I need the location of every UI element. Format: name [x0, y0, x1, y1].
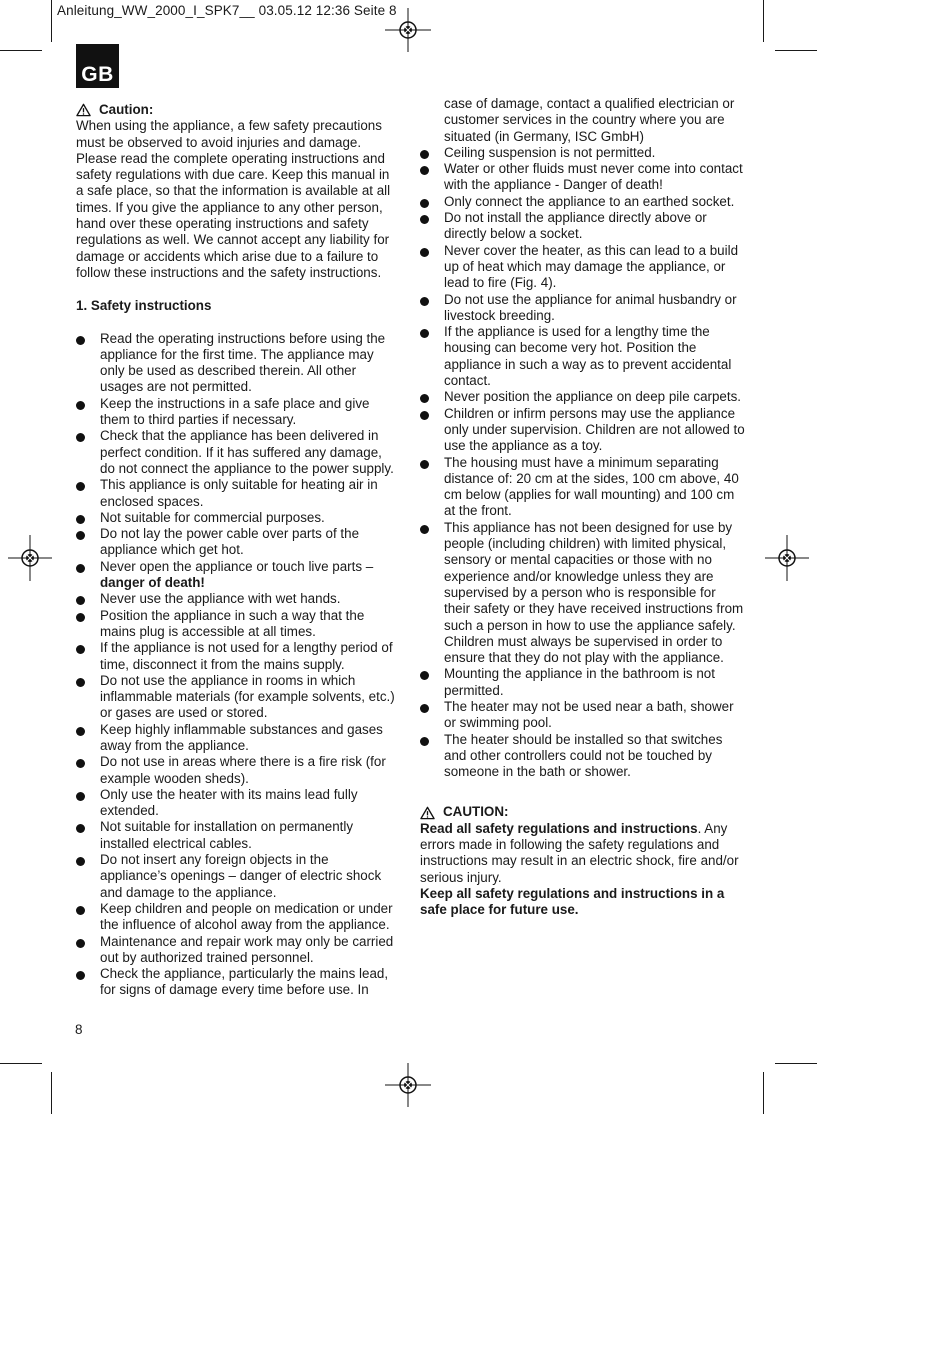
- bullet-dot-icon: [76, 401, 85, 410]
- caution-title: CAUTION:: [443, 804, 509, 820]
- list-item: [76, 526, 396, 559]
- list-item-text: The heater should be installed so that switches and other controllers could not be touched by someone in the bath or shower.: [444, 731, 723, 780]
- list-item: [76, 819, 396, 852]
- bullet-dot-icon: [420, 166, 429, 175]
- list-item: [420, 699, 745, 732]
- bullet-dot-icon: [76, 759, 85, 768]
- left-column: [76, 102, 396, 999]
- bullet-dot-icon: [420, 248, 429, 257]
- bullet-dot-icon: [76, 613, 85, 622]
- keep-instructions-text: Keep all safety regulations and instructions in a safe place for future use.: [420, 885, 725, 918]
- caution-title: Caution:: [99, 102, 154, 117]
- list-item-text: Not suitable for installation on permanently installed electrical cables.: [100, 819, 354, 851]
- bullet-dot-icon: [420, 737, 429, 746]
- list-item-text: Check the appliance, particularly the mains lead, for signs of damage every time before use. In: [100, 966, 389, 998]
- list-item: [76, 934, 396, 967]
- bullet-dot-icon: [420, 671, 429, 680]
- list-item-text: Children or infirm persons may use the appliance only under supervision. Children are not allowed to use the appliance as a toy.: [444, 405, 745, 454]
- list-item-text: Ceiling suspension is not permitted.: [444, 144, 656, 160]
- bullet-dot-icon: [76, 596, 85, 605]
- list-item-text: If the appliance is not used for a lengthy period of time, disconnect it from the mains supply.: [100, 640, 393, 672]
- list-item-text: If the appliance is used for a lengthy time the housing can become very hot. Position the appliance in such a way as to prevent accidental contact.: [444, 324, 732, 389]
- list-item-text: This appliance is only suitable for heating air in enclosed spaces.: [100, 477, 378, 509]
- list-item-text: Only connect the appliance to an earthed socket.: [444, 193, 735, 209]
- warning-triangle-icon: [76, 103, 91, 117]
- list-item-text: Not suitable for commercial purposes.: [100, 509, 325, 525]
- list-item-text: Keep children and people on medication or under the influence of alcohol away from the appliance.: [100, 900, 393, 933]
- continuation-text: case of damage, contact a qualified electrician or customer services in the country where you are situated (in Germany, ISC GmbH): [444, 96, 735, 144]
- bullet-dot-icon: [76, 564, 85, 573]
- registration-mark-icon: [765, 535, 809, 581]
- list-item-text: Mounting the appliance in the bathroom is not permitted.: [444, 666, 715, 698]
- list-item: [76, 673, 396, 722]
- list-item-text: Never open the appliance or touch live parts –: [100, 558, 374, 574]
- safety-list: [76, 331, 396, 999]
- list-item-text: Check that the appliance has been delivered in perfect condition. If it has suffered any damage, do not connect the appliance to the power supply.: [100, 428, 394, 476]
- crop-mark: [0, 1063, 42, 1064]
- bullet-dot-icon: [76, 939, 85, 948]
- bullet-dot-icon: [420, 525, 429, 534]
- list-item: [76, 852, 396, 901]
- list-item-text: The housing must have a minimum separating distance of: 20 cm at the sides, 100 cm above, 40 cm below (applies for wall mounting) and 100 cm at the front.: [444, 454, 739, 519]
- caution-paragraph: [420, 821, 745, 886]
- bullet-dot-icon: [76, 645, 85, 654]
- caution-text: When using the appliance, a few safety precautions must be observed to avoid injuries and damage. Please read the complete operating instructions and safety regulations with due care. Keep this manual in a safe place, so that the information is available at all times. If you give the appliance to any other person, hand over these operating instructions and safety regulations as well. We cannot accept any liability for damage or accidents which arise due to a failure to follow these instructions and the safety instructions.: [76, 118, 391, 280]
- list-item-text: Position the appliance in such a way that the mains plug is accessible at all times.: [100, 607, 365, 639]
- list-item: [420, 389, 745, 405]
- right-column: [420, 96, 745, 919]
- crop-mark: [763, 0, 764, 42]
- list-item-bold-text: danger of death!: [100, 575, 205, 591]
- list-item: [420, 292, 745, 325]
- bullet-dot-icon: [76, 857, 85, 866]
- list-item-text: Do not lay the power cable over parts of the appliance which get hot.: [100, 526, 360, 558]
- bullet-dot-icon: [76, 515, 85, 524]
- bullet-dot-icon: [76, 792, 85, 801]
- bullet-dot-icon: [420, 215, 429, 224]
- caution-heading: [420, 804, 745, 820]
- list-item: [420, 324, 745, 389]
- registration-mark-icon: [385, 1063, 431, 1107]
- bullet-dot-icon: [76, 971, 85, 980]
- list-item: [76, 396, 396, 429]
- section-title: 1. Safety instructions: [76, 298, 212, 314]
- list-item: [76, 722, 396, 755]
- list-item-text: Never cover the heater, as this can lead to a build up of heat which may damage the appliance, or lead to fire (Fig. 4).: [444, 242, 739, 291]
- list-item-text: Water or other fluids must never come into contact with the appliance - Danger of death!: [444, 161, 743, 193]
- list-item: [76, 477, 396, 510]
- list-item: [420, 161, 745, 194]
- caution-bold-text: Read all safety regulations and instructions: [420, 820, 698, 836]
- bullet-dot-icon: [420, 297, 429, 306]
- bullet-dot-icon: [76, 824, 85, 833]
- list-item: [420, 243, 745, 292]
- list-item-text: Do not install the appliance directly above or directly below a socket.: [444, 210, 707, 242]
- list-item: [76, 640, 396, 673]
- list-item: [76, 901, 396, 934]
- bullet-dot-icon: [76, 531, 85, 540]
- list-item-text: This appliance has not been designed for use by people (including children) with limited physical, sensory or mental capacities or those with no experience and/or knowledge unless they are supervised by a person who is responsible for their safety or they have received instructions from such a person in how to use the appliance safely. Children must always be supervised in order to ensure that they do not play with the appliance.: [444, 519, 744, 666]
- crop-mark: [763, 1072, 764, 1114]
- list-item-text: Do not use the appliance for animal husbandry or livestock breeding.: [444, 291, 737, 323]
- list-item: [420, 210, 745, 243]
- list-item-text: Read the operating instructions before using the appliance for the first time. The appliance may only be used as described therein. All other usages are not permitted.: [100, 330, 386, 395]
- list-item-text: Keep highly inflammable substances and gases away from the appliance.: [100, 721, 383, 753]
- list-item: [420, 666, 745, 699]
- bullet-dot-icon: [420, 460, 429, 469]
- page-number: 8: [75, 1022, 83, 1037]
- language-badge: GB: [76, 44, 119, 88]
- list-item: [76, 591, 396, 607]
- list-item-text: Do not insert any foreign objects in the appliance’s openings – danger of electric shock and damage to the appliance.: [100, 852, 382, 900]
- bullet-dot-icon: [76, 336, 85, 345]
- registration-mark-icon: [8, 535, 52, 581]
- list-item: [76, 559, 396, 592]
- list-item: [76, 966, 396, 999]
- warning-triangle-icon: [420, 806, 435, 820]
- safety-list: [420, 145, 745, 781]
- list-item: [420, 194, 745, 210]
- list-item-text: Keep the instructions in a safe place and give them to third parties if necessary.: [100, 395, 370, 428]
- crop-mark: [0, 50, 42, 51]
- list-item: [420, 455, 745, 520]
- caution-text: . Any errors made in following the safety regulations and instructions may result in an electric shock, fire and/or serious injury.: [420, 820, 739, 885]
- list-item: [76, 754, 396, 787]
- list-item: [76, 510, 396, 526]
- bullet-dot-icon: [76, 678, 85, 687]
- list-item-text: Maintenance and repair work may only be carried out by authorized trained personnel.: [100, 933, 394, 965]
- list-item: [76, 331, 396, 396]
- bullet-dot-icon: [420, 329, 429, 338]
- crop-mark: [775, 1063, 817, 1064]
- list-item: [76, 787, 396, 820]
- bullet-dot-icon: [420, 394, 429, 403]
- crop-mark: [51, 0, 52, 42]
- print-header: Anleitung_WW_2000_I_SPK7__ 03.05.12 12:36 Seite 8: [57, 3, 397, 18]
- bullet-dot-icon: [420, 411, 429, 420]
- bullet-dot-icon: [420, 704, 429, 713]
- crop-mark: [51, 1072, 52, 1114]
- list-item: [420, 732, 745, 781]
- list-item-text: Never position the appliance on deep pile carpets.: [444, 389, 742, 405]
- list-item: [420, 406, 745, 455]
- list-item: [76, 428, 396, 477]
- crop-mark: [775, 50, 817, 51]
- list-item: [420, 520, 745, 667]
- caution-heading: [76, 102, 396, 118]
- list-item-text: Never use the appliance with wet hands.: [100, 591, 341, 607]
- bullet-dot-icon: [420, 150, 429, 159]
- list-item: [76, 608, 396, 641]
- list-item: [420, 145, 745, 161]
- list-item-text: The heater may not be used near a bath, shower or swimming pool.: [444, 698, 734, 731]
- bullet-dot-icon: [420, 199, 429, 208]
- list-item-text: Do not use the appliance in rooms in which inflammable materials (for example solvents, etc.) or gases are used or stored.: [100, 672, 395, 721]
- bullet-dot-icon: [76, 433, 85, 442]
- registration-mark-icon: [385, 8, 431, 52]
- list-item-text: Do not use in areas where there is a fire risk (for example wooden sheds).: [100, 754, 386, 786]
- bullet-dot-icon: [76, 727, 85, 736]
- bullet-dot-icon: [76, 482, 85, 491]
- bullet-dot-icon: [76, 906, 85, 915]
- list-item-text: Only use the heater with its mains lead fully extended.: [100, 786, 358, 819]
